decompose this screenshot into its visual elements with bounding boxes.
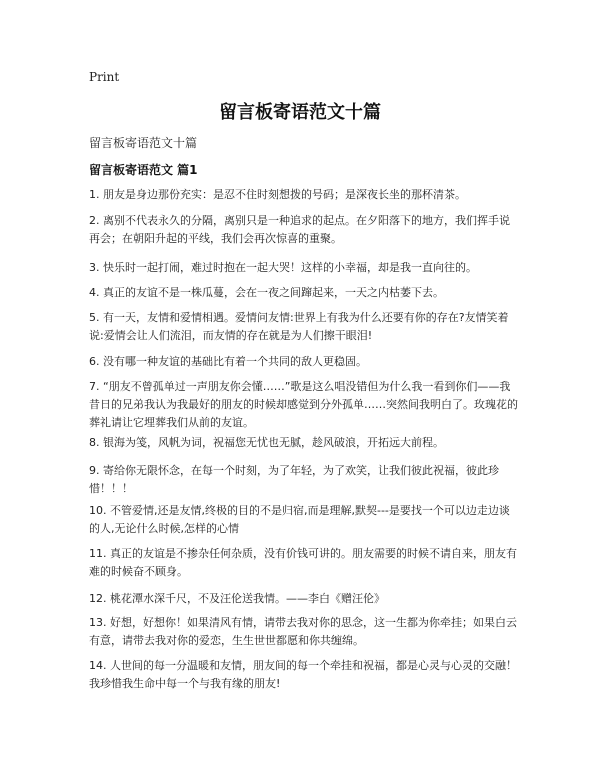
paragraph-1: 1. 朋友是身边那份充实：是忍不住时刻想拨的号码；是深夜长坐的那杯清茶。 (89, 188, 466, 201)
paragraph-14: 14. 人世间的每一分温暖和友情，朋友间的每一个牵挂和祝福，都是心灵与心灵的交融！我珍惜我生命中每一个与我有缘的朋友! (89, 659, 517, 690)
paragraph-13: 13. 好想，好想你！如果清风有情，请带去我对你的思念，这一生都为你牵挂；如果白云有意，请带去我对你的爱恋，生生世世都愿和你共缠绵。 (89, 616, 517, 647)
paragraph-6: 6. 没有哪一种友谊的基础比有着一个共同的敌人更稳固。 (89, 355, 367, 368)
paragraph-12: 12. 桃花潭水深千尺，不及汪伦送我情。——李白《赠汪伦》 (89, 592, 385, 605)
document-title: 留言板寄语范文十篇 (219, 102, 381, 123)
paragraph-11: 11. 真正的友谊是不掺杂任何杂质，没有价钱可讲的。朋友需要的时候不请自来，朋友有难的时候奋不顾身。 (89, 547, 517, 578)
paragraph-3: 3. 快乐时一起打闹，难过时抱在一起大哭！这样的小幸福，却是我一直向往的。 (89, 261, 477, 274)
paragraph-5: 5. 有一天，友情和爱情相遇。爱情问友情:世界上有我为什么还要有你的存在?友情笑着说:爱情会让人们流泪，而友情的存在就是为人们擦干眼泪! (89, 311, 509, 342)
paragraph-8: 8. 银海为笺，风帆为词，祝福您无忧也无腻，趁风破浪，开拓远大前程。 (89, 436, 444, 449)
paragraph-10: 10. 不管爱情,还是友情,终极的目的不是归宿,而是理解,默契---是要找一个可以边走边谈的人,无论什么时候,怎样的心情 (89, 504, 510, 535)
section-heading: 留言板寄语范文 篇1 (89, 163, 198, 177)
print-link[interactable]: Print (89, 70, 120, 84)
paragraph-9: 9. 寄给你无限怀念，在每一个时刻，为了年轻，为了欢笑，让我们彼此祝福，彼此珍惜！！！ (89, 464, 499, 495)
paragraph-2: 2. 离别不代表永久的分隔，离别只是一种追求的起点。在夕阳落下的地方，我们挥手说再会；在朝阳升起的平线，我们会再次惊喜的重聚。 (89, 214, 510, 245)
document-subtitle: 留言板寄语范文十篇 (89, 136, 198, 150)
paragraph-4: 4. 真正的友谊不是一株瓜蔓，会在一夜之间蹿起来，一天之内枯萎下去。 (89, 286, 444, 299)
paragraph-7: 7. “朋友不曾孤单过一声朋友你会懂……”歌是这么唱没错但为什么我一看到你们——我昔日的兄弟我认为我最好的朋友的时候却感觉到分外孤单……突然间我明白了。玫瑰花的葬礼请让它埋葬我们从前的友谊。 (89, 380, 518, 429)
